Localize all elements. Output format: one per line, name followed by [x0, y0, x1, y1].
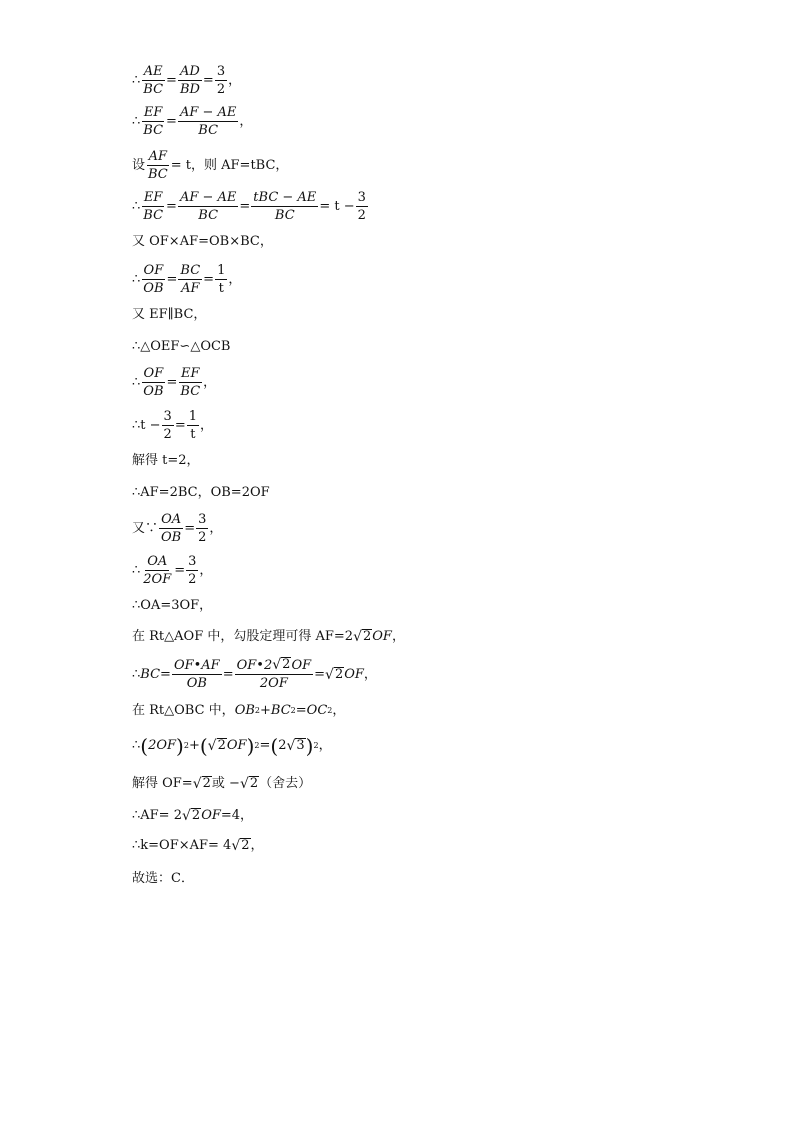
equals-sign: = — [314, 666, 326, 682]
numerator: AD — [180, 64, 200, 79]
text-run: ∴OA=3OF， — [132, 598, 213, 613]
step-line-10 — [132, 408, 213, 443]
denominator: BC — [180, 384, 201, 399]
fraction — [141, 553, 173, 588]
numerator: 3 — [357, 190, 366, 205]
fraction — [235, 657, 314, 692]
step-line-9 — [132, 365, 216, 400]
numerator: AF — [148, 149, 168, 164]
numerator: AF − AE — [179, 105, 237, 120]
square-root: √ 2 — [207, 738, 226, 754]
punctuation: ， — [239, 113, 253, 129]
numerator: OF — [143, 263, 164, 278]
denominator: BC — [198, 123, 219, 138]
numerator: tBC − AE — [253, 190, 317, 205]
let-label: 设 — [132, 157, 146, 173]
text-run: 在 Rt△AOF 中，勾股定理可得 AF= — [132, 629, 345, 644]
equals-sign: = — [222, 666, 234, 682]
numerator: 1 — [217, 263, 226, 278]
numerator: EF — [143, 105, 163, 120]
fraction — [141, 104, 165, 139]
fraction — [178, 104, 238, 139]
text-run: 又∵ — [132, 520, 159, 536]
fraction — [251, 189, 318, 224]
fraction — [159, 511, 183, 546]
denominator: t — [190, 427, 196, 442]
numerator: BC — [180, 263, 201, 278]
text-run: ∴k=OF×AF= 4 — [132, 838, 232, 853]
numerator: OF•AF — [173, 658, 220, 673]
variable: OC — [306, 703, 328, 718]
numerator: OF — [143, 366, 164, 381]
radicand: 2 — [249, 776, 259, 791]
therefore-symbol: ∴ — [132, 113, 141, 129]
denominator: BD — [179, 82, 200, 97]
denominator: BC — [274, 208, 295, 223]
equals-sign: = — [160, 666, 171, 682]
denominator: 2OF — [259, 676, 288, 691]
equals-sign: = — [166, 198, 177, 214]
plus-sign: + — [260, 703, 271, 718]
radicand: 2 — [217, 738, 226, 753]
therefore-symbol: ∴ — [132, 271, 141, 287]
denominator: BC — [198, 208, 219, 223]
denominator: OB — [186, 676, 207, 691]
step-line-20 — [132, 776, 311, 792]
equals-sign: = — [202, 72, 214, 88]
text-run: 解得 t=2， — [132, 453, 200, 468]
numerator: EF — [181, 366, 200, 381]
variable: OF — [201, 808, 221, 823]
step-line-12 — [132, 485, 270, 501]
fraction — [172, 657, 222, 692]
equals-sign: = — [174, 417, 186, 433]
square-root: √ 3 — [286, 738, 305, 754]
denominator: 2OF — [143, 572, 172, 587]
equals-sign: = — [166, 72, 177, 88]
denominator: 2 — [216, 82, 226, 97]
square-root: √ 2 — [325, 666, 344, 683]
denominator: BC — [148, 167, 168, 182]
plus-sign: + — [188, 738, 200, 753]
equals-sign: = — [203, 271, 215, 287]
denominator: OB — [161, 530, 182, 545]
equals-sign: = — [295, 703, 307, 718]
answer-text: 故选：C． — [132, 871, 194, 886]
denominator: OB — [143, 281, 164, 296]
fraction — [178, 365, 202, 400]
punctuation: ， — [203, 374, 217, 390]
step-line-2 — [132, 104, 252, 139]
step-line-3 — [132, 148, 288, 183]
equals-sign: = — [239, 198, 251, 214]
equals-sign: = — [166, 271, 178, 287]
fraction — [141, 63, 165, 98]
square-root: √ 2 — [272, 657, 291, 673]
denominator: 2 — [357, 208, 366, 223]
radicand: 3 — [296, 738, 305, 753]
text-run: ∴AF=2BC，OB=2OF — [132, 485, 270, 500]
radicand: 2 — [282, 657, 291, 672]
step-line-23 — [132, 871, 194, 887]
therefore-symbol: ∴ — [132, 374, 141, 390]
fraction — [215, 63, 227, 98]
therefore-symbol: ∴ — [132, 562, 141, 578]
fraction — [187, 408, 199, 443]
denominator: OB — [143, 384, 164, 399]
fraction — [196, 511, 208, 546]
radicand: 2 — [362, 629, 372, 644]
denominator: t — [218, 281, 224, 296]
coefficient: 2 — [344, 629, 354, 644]
fraction — [356, 189, 368, 224]
punctuation: ， — [209, 520, 223, 536]
numerator: AE — [143, 64, 163, 79]
fraction — [146, 148, 170, 183]
text-run: = t − — [319, 198, 355, 214]
text-run: 又 EF∥BC， — [132, 307, 207, 322]
numerator: 3 — [216, 64, 226, 79]
variable: OF — [226, 738, 247, 753]
step-line-4 — [132, 189, 369, 224]
text-run: ∴t − — [132, 417, 161, 433]
square-root: √ 2 — [192, 776, 211, 792]
therefore-symbol: ∴ — [132, 72, 141, 88]
step-line-5 — [132, 234, 273, 250]
fraction — [141, 189, 165, 224]
punctuation: ， — [250, 838, 264, 853]
numerator: AF − AE — [179, 190, 237, 205]
therefore-symbol: ∴ — [132, 738, 141, 753]
fraction — [178, 262, 202, 297]
step-line-21 — [132, 808, 253, 824]
fraction — [178, 189, 238, 224]
denominator: 2 — [163, 427, 172, 442]
text-run: ∴△OEF∽△OCB — [132, 339, 231, 354]
denominator: AF — [181, 281, 200, 296]
fraction — [162, 408, 174, 443]
variable: OF — [344, 666, 364, 682]
punctuation: ， — [363, 666, 377, 682]
denominator: 2 — [198, 530, 207, 545]
numerator — [235, 657, 314, 675]
punctuation: ， — [200, 417, 214, 433]
punctuation: ， — [228, 72, 242, 88]
radicand: 2 — [191, 808, 201, 823]
text-run: 解得 OF= — [132, 776, 193, 791]
punctuation: ， — [318, 738, 332, 753]
denominator: BC — [143, 208, 164, 223]
equals-sign: = — [166, 374, 178, 390]
step-line-19: ∴ ( 2OF ) 2 + ( √ 2 OF ) 2 = ( 2 √ 3 ) 2 ， — [132, 734, 332, 758]
step-line-18: 在 Rt△OBC 中， OB 2 + BC 2 = OC 2 ， — [132, 703, 346, 718]
denominator: BC — [143, 123, 164, 138]
therefore-symbol: ∴ — [132, 198, 141, 214]
square-root: √ 2 — [181, 808, 201, 824]
numerator-part: OF•2 — [236, 658, 273, 673]
text-run: ∴AF= 2 — [132, 808, 182, 823]
square-root: √ 2 — [239, 776, 259, 792]
numerator-part: OF — [291, 658, 312, 673]
radicand: 2 — [241, 838, 250, 853]
numerator: EF — [143, 190, 163, 205]
square-root: √ 2 — [231, 838, 250, 854]
step-line-13 — [132, 511, 222, 546]
denominator: 2 — [188, 572, 197, 587]
step-line-14 — [132, 553, 212, 588]
fraction — [215, 262, 227, 297]
step-line-15 — [132, 598, 212, 614]
numerator: 1 — [188, 409, 197, 424]
text-run: = t，则 AF=tBC， — [170, 157, 289, 173]
step-line-8 — [132, 339, 230, 355]
variable: OF — [372, 629, 392, 644]
step-line-17 — [132, 657, 377, 692]
text-run: （舍去） — [259, 776, 312, 791]
numerator: 3 — [188, 554, 197, 569]
radicand: 2 — [334, 666, 344, 682]
equals-sign: = — [184, 520, 196, 536]
numerator: 3 — [163, 409, 172, 424]
equals-sign: = — [259, 738, 271, 753]
radicand: 2 — [202, 776, 211, 791]
punctuation: ， — [332, 703, 346, 718]
variable: OB — [234, 703, 255, 718]
denominator: BC — [143, 82, 164, 97]
variable: BC — [270, 703, 291, 718]
fraction — [141, 365, 165, 400]
variable: 2OF — [148, 738, 177, 753]
fraction — [141, 262, 165, 297]
step-line-1 — [132, 63, 241, 98]
step-line-22 — [132, 838, 264, 854]
punctuation: ， — [199, 562, 213, 578]
step-line-7 — [132, 307, 206, 323]
step-line-11 — [132, 453, 200, 469]
numerator: OA — [147, 554, 168, 569]
text-run: 又 OF×AF=OB×BC， — [132, 234, 273, 249]
square-root: √ 2 — [353, 629, 372, 645]
punctuation: ， — [391, 629, 405, 644]
fraction — [186, 553, 198, 588]
step-line-6 — [132, 262, 241, 297]
equals-sign: = — [166, 113, 177, 129]
text-run: =4， — [220, 808, 254, 823]
equals-sign: = — [174, 562, 186, 578]
step-line-16 — [132, 629, 405, 645]
text-run: 或 − — [211, 776, 240, 791]
punctuation: ， — [228, 271, 242, 287]
coefficient: 2 — [278, 738, 287, 753]
variable: BC — [140, 666, 161, 682]
numerator: OA — [161, 512, 182, 527]
numerator: 3 — [198, 512, 207, 527]
fraction — [178, 63, 202, 98]
text-run: 在 Rt△OBC 中， — [132, 703, 235, 718]
therefore-symbol: ∴ — [132, 666, 141, 682]
